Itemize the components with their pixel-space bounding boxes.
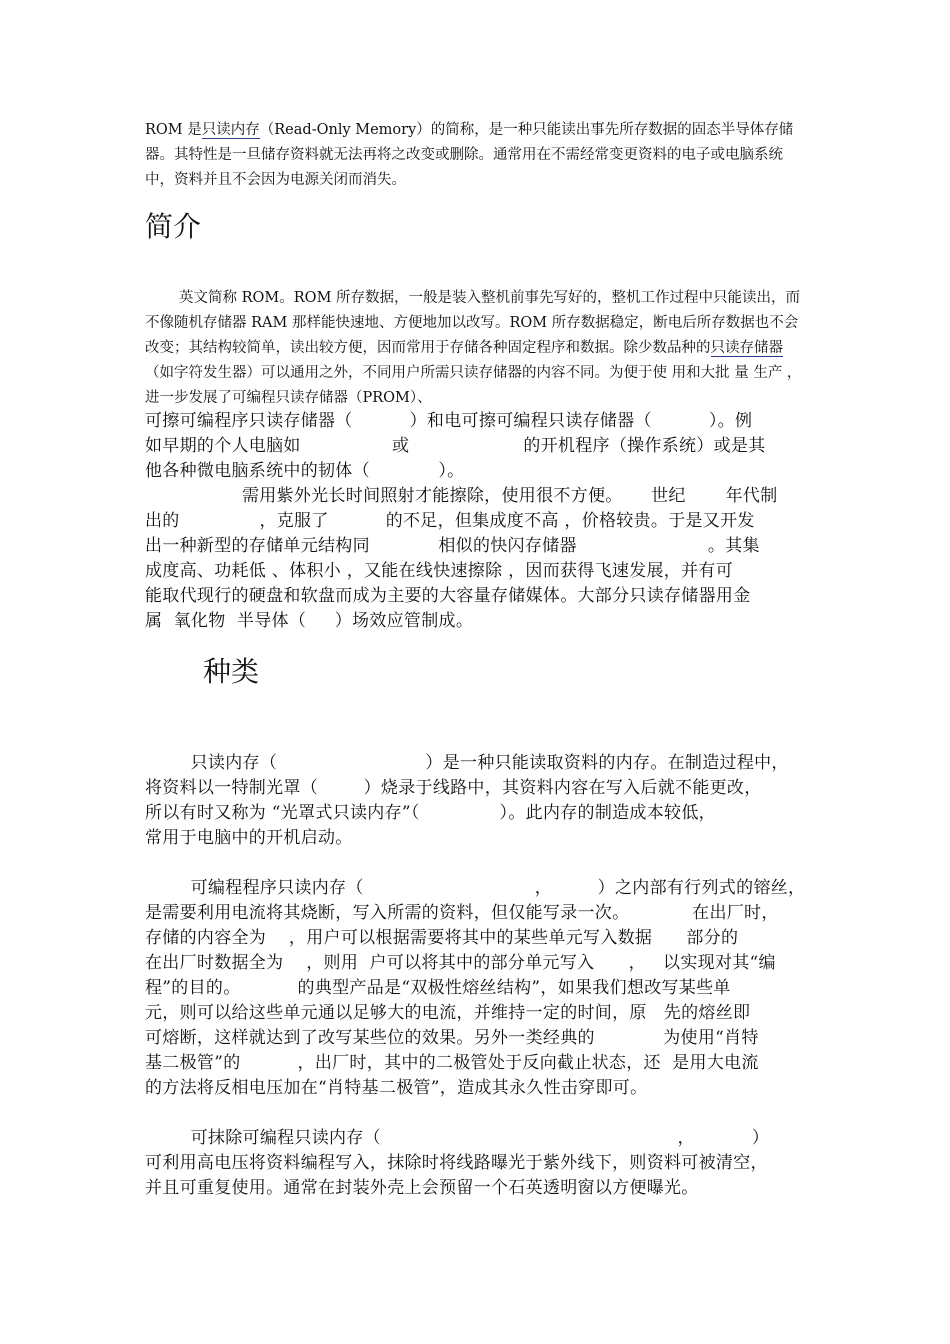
text-line: 能取代现行的硬盘和软盘而成为主要的大容量存储媒体。大部分只读存储器用金: [145, 586, 751, 606]
types-eprom-paragraph: [145, 1126, 810, 1201]
text-line: 成度高、功耗低 、体积小 ，又能在线快速擦除 ，因而获得飞速发展，并有可: [145, 561, 734, 581]
text-line: 常用于电脑中的开机启动。: [145, 828, 353, 848]
text-line: 可熔断，这样就达到了改写某些位的效果。另外一类经典的 为使用“肖特: [145, 1028, 759, 1048]
text-line: 可抹除可编程只读内存（ ， ）: [145, 1128, 770, 1148]
overview-text-pre: 英文简称 ROM。ROM 所存数据，一般是装入整机前事先写好的，整机工作过程中只能读出，而不像随机存储器 RAM 那样能快速地、方便地加以改写。ROM 所存数据稳定，断电后所存数据也不会改变；其结构较简单，读出较方便，因而常用于存储各种固定程序和数据。除少数品种的: [145, 290, 801, 356]
text-line: 出的 ，克服了 的不足，但集成度不高 ，价格较贵。于是又开发: [145, 511, 755, 531]
section-heading-types: 种类: [203, 655, 260, 688]
text-line: 属 氧化物 半导体（ ）场效应管制成。: [145, 611, 474, 631]
text-line: 可擦可编程序只读存储器（ ）和电可擦可编程只读存储器（ ）。例: [145, 411, 753, 431]
text-line: 在出厂时数据全为 ，则用 户可以将其中的部分单元写入 ， 以实现对其“编: [145, 953, 776, 973]
text-line: 并且可重复使用。通常在封装外壳上会预留一个石英透明窗以方便曝光。: [145, 1178, 699, 1198]
types-rom-paragraph: [145, 751, 810, 851]
intro-text-post: （Read-Only Memory）的简称，是一种只能读出事先所存数据的固态半导体存储器。其特性是一旦储存资料就无法再将之改变或删除。通常用在不需经常变更资料的电子或电脑系统中，资料并且不会因为电源关闭而消失。: [145, 122, 794, 188]
rom-link[interactable]: 只读内存: [201, 122, 260, 138]
text-line: 可利用高电压将资料编程写入，抹除时将线路曝光于紫外线下，则资料可被清空，: [145, 1153, 768, 1173]
overview-text-post: （如字符发生器）可以通用之外，不同用户所需只读存储器的内容不同。为便于使 用和大批 量 生产 ，进一步发展了可编程只读存储器（PROM）、: [145, 365, 802, 406]
text-line: 只读内存（ ）是一种只能读取资料的内存。在制造过程中，: [145, 753, 789, 773]
text-line: 的方法将反相电压加在“肖特基二极管”，造成其永久性击穿即可。: [145, 1078, 648, 1098]
text-line: 可编程程序只读内存（ ， ）之内部有行列式的镕丝，: [145, 878, 806, 898]
text-line: 将资料以一特制光罩（ ）烧录于线路中，其资料内容在写入后就不能更改，: [145, 778, 762, 798]
overview-continued: [145, 409, 810, 634]
overview-paragraph: [145, 286, 810, 411]
text-line: 出一种新型的存储单元结构同 相似的快闪存储器 。其集: [145, 536, 760, 556]
text-line: 如早期的个人电脑如 或 的开机程序（操作系统）或是其: [145, 436, 766, 456]
read-only-memory-link[interactable]: 只读存储器: [710, 340, 783, 356]
text-line: 需用紫外光长时间照射才能擦除，使用很不方便。 世纪 年代制: [145, 486, 778, 506]
text-line: 存储的内容全为 ，用户可以根据需要将其中的某些单元写入数据 部分的: [145, 928, 739, 948]
intro-text-pre: ROM 是: [145, 122, 202, 138]
section-heading-overview: 简介: [145, 210, 202, 243]
text-line: 是需要利用电流将其烧断，写入所需的资料，但仅能写录一次。 在出厂时，: [145, 903, 779, 923]
text-line: 基二极管”的 ，出厂时，其中的二极管处于反向截止状态，还 是用大电流: [145, 1053, 759, 1073]
types-prom-paragraph: [145, 876, 810, 1101]
text-line: 他各种微电脑系统中的韧体（ ）。: [145, 461, 465, 481]
intro-paragraph: [145, 118, 810, 193]
text-line: 所以有时又称为 “光罩式只读内存”（ ）。此内存的制造成本较低，: [145, 803, 716, 823]
text-line: 元，则可以给这些单元通以足够大的电流，并维持一定的时间，原 先的熔丝即: [145, 1003, 751, 1023]
text-line: 程”的目的。 的典型产品是“双极性熔丝结构”，如果我们想改写某些单: [145, 978, 731, 998]
